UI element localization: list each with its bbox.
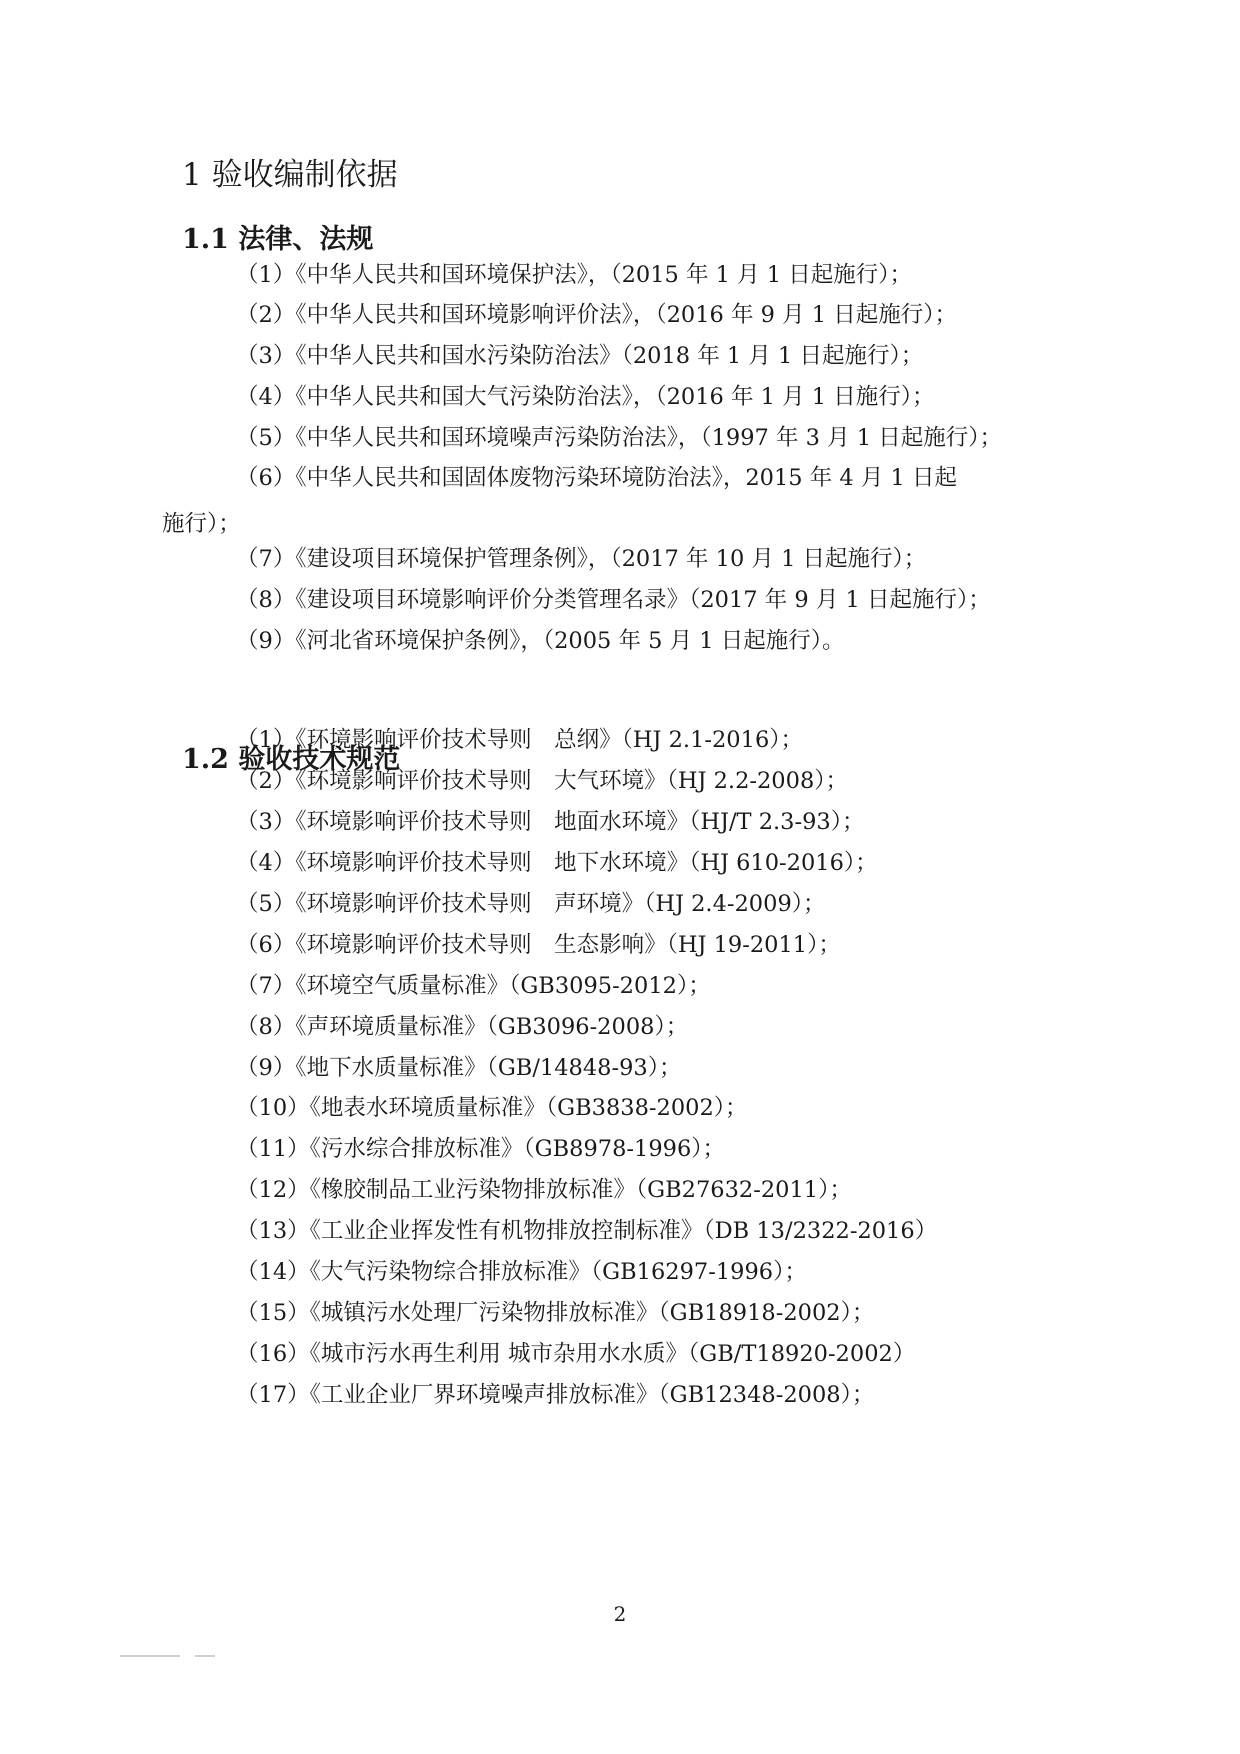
spec-item: （4）《环境影响评价技术导则 地下水环境》（HJ 610-2016）； [236,850,878,876]
chapter-heading: 1 验收编制依据 [182,157,398,193]
law-item: （5）《中华人民共和国环境噪声污染防治法》，（1997 年 3 月 1 日起施行）； [236,425,1002,451]
law-item: （6）《中华人民共和国固体废物污染环境防治法》，2015 年 4 月 1 日起施行）； [162,465,957,537]
spec-item: （6）《环境影响评价技术导则 生态影响》（HJ 19-2011）； [236,932,841,958]
spec-item: （11）《污水综合排放标准》（GB8978-1996）； [236,1136,726,1162]
law-item: （2）《中华人民共和国环境影响评价法》，（2016 年 9 月 1 日起施行）； [236,302,957,328]
spec-item: （5）《环境影响评价技术导则 声环境》（HJ 2.4-2009）； [236,891,826,917]
scan-artifact [120,1655,180,1657]
spec-item: （17）《工业企业厂界环境噪声排放标准》（GB12348-2008）； [236,1382,875,1408]
section-heading-specs: 1.2 验收技术规范 [182,744,401,775]
spec-item: （13）《工业企业挥发性有机物排放控制标准》（DB 13/2322-2016） [236,1218,938,1244]
spec-item: （10）《地表水环境质量标准》（GB3838-2002）； [236,1095,748,1121]
spec-item: （8）《声环境质量标准》（GB3096-2008）； [236,1014,689,1040]
section-heading-laws: 1.1 法律、法规 [182,224,374,255]
scan-artifact [195,1655,215,1657]
spec-item: （15）《城镇污水处理厂污染物排放标准》（GB18918-2002）； [236,1300,875,1326]
law-item: （4）《中华人民共和国大气污染防治法》，（2016 年 1 月 1 日施行）； [236,384,935,410]
law-item: （1）《中华人民共和国环境保护法》，（2015 年 1 月 1 日起施行）； [236,262,912,288]
law-item: （8）《建设项目环境影响评价分类管理名录》（2017 年 9 月 1 日起施行）； [236,587,991,613]
law-item: （7）《建设项目环境保护管理条例》，（2017 年 10 月 1 日起施行）； [236,546,927,572]
spec-item: （3）《环境影响评价技术导则 地面水环境》（HJ/T 2.3-93）； [236,809,865,835]
law-item: （9）《河北省环境保护条例》，（2005 年 5 月 1 日起施行）。 [236,628,845,654]
spec-item: （12）《橡胶制品工业污染物排放标准》（GB27632-2011）； [236,1177,852,1203]
spec-item: （2）《环境影响评价技术导则 大气环境》（HJ 2.2-2008）； [236,768,849,794]
spec-item: （7）《环境空气质量标准》（GB3095-2012）； [236,973,711,999]
spec-item: （16）《城市污水再生利用 城市杂用水水质》（GB/T18920-2002） [236,1341,916,1367]
page-number: 2 [613,1602,627,1626]
spec-item: （9）《地下水质量标准》（GB/14848-93）； [236,1055,682,1081]
spec-item: （1）《环境影响评价技术导则 总纲》（HJ 2.1-2016）； [236,727,804,753]
law-item: （3）《中华人民共和国水污染防治法》（2018 年 1 月 1 日起施行）； [236,343,924,369]
spec-item: （14）《大气污染物综合排放标准》（GB16297-1996）； [236,1259,807,1285]
